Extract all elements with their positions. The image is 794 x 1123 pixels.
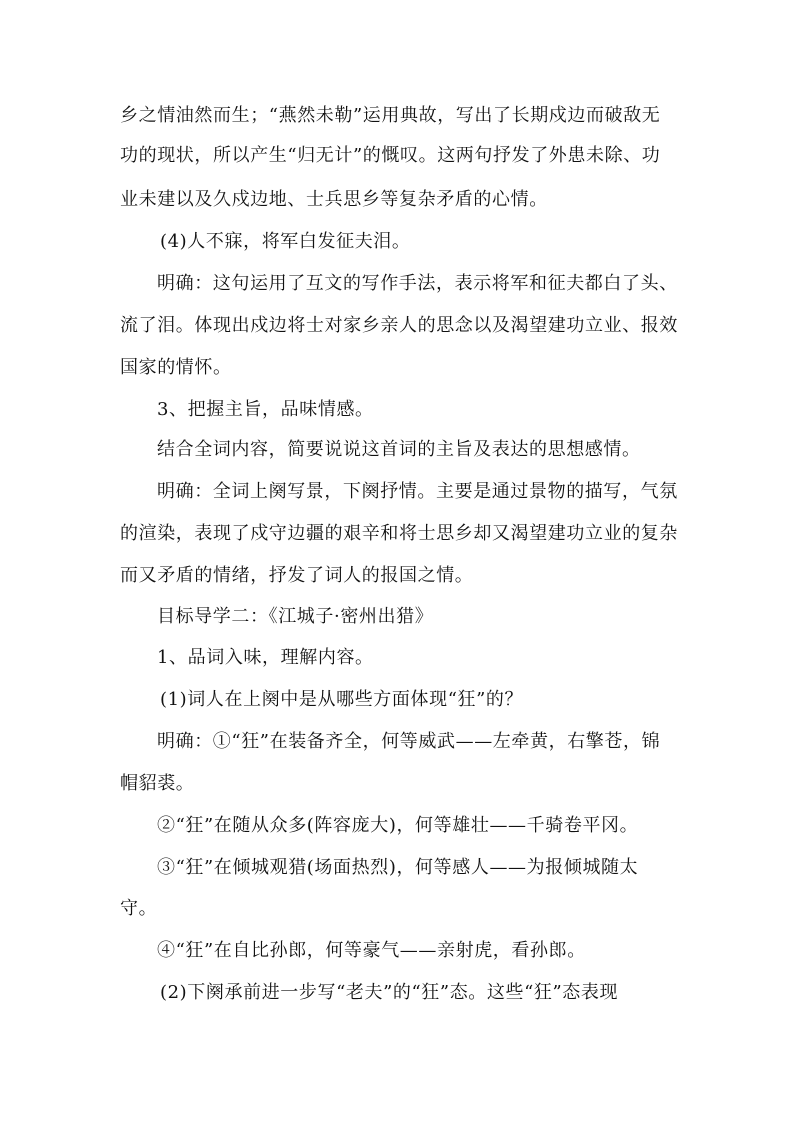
text-line: 国家的情怀。 <box>120 357 232 378</box>
text-line: 守。 <box>120 898 158 919</box>
text-line: (2)下阕承前进一步写“老夫”的“狂”态。这些“狂”态表现 <box>160 982 619 1003</box>
text-line: 明确：全词上阕写景，下阕抒情。主要是通过景物的描写，气氛 <box>157 481 678 502</box>
text-line: ④“狂”在自比孙郎，何等豪气——亲射虎，看孙郎。 <box>157 940 586 961</box>
text-line: 明确：这句运用了互文的写作手法，表示将军和征夫都白了头、 <box>157 273 678 294</box>
text-line: 流了泪。体现出戍边将士对家乡亲人的思念以及渴望建功立业、报效 <box>120 315 678 336</box>
section-heading: 1、品词入味，理解内容。 <box>157 647 374 668</box>
text-line: 结合全词内容，简要说说这首词的主旨及表达的思想感情。 <box>157 439 641 460</box>
text-line: 功的现状，所以产生“归无计”的慨叹。这两句抒发了外患未除、功 <box>120 145 661 166</box>
text-line: ②“狂”在随从众多(阵容庞大)，何等雄壮——千骑卷平冈。 <box>157 815 639 836</box>
section-heading: 目标导学二：《江城子·密州出猎》 <box>157 606 434 627</box>
text-line: 业未建以及久戍边地、士兵思乡等复杂矛盾的心情。 <box>120 189 548 210</box>
text-line: 帽貂裘。 <box>120 773 195 794</box>
text-line: 而又矛盾的情绪，抒发了词人的报国之情。 <box>120 565 474 586</box>
text-line: ③“狂”在倾城观猎(场面热烈)，何等感人——为报倾城随太 <box>157 857 639 878</box>
text-line: 的渲染，表现了戍守边疆的艰辛和将士思乡却又渴望建功立业的复杂 <box>120 523 678 544</box>
text-line: 明确：①“狂”在装备齐全，何等威武——左牵黄，右擎苍，锦 <box>157 731 661 752</box>
section-heading: 3、把握主旨，品味情感。 <box>157 399 374 420</box>
text-line: (1)词人在上阕中是从哪些方面体现“狂”的？ <box>160 689 524 710</box>
text-line: 乡之情油然而生；“燕然未勒”运用典故，写出了长期戍边而破敌无 <box>120 105 661 126</box>
text-line: (4)人不寐，将军白发征夫泪。 <box>160 231 411 252</box>
